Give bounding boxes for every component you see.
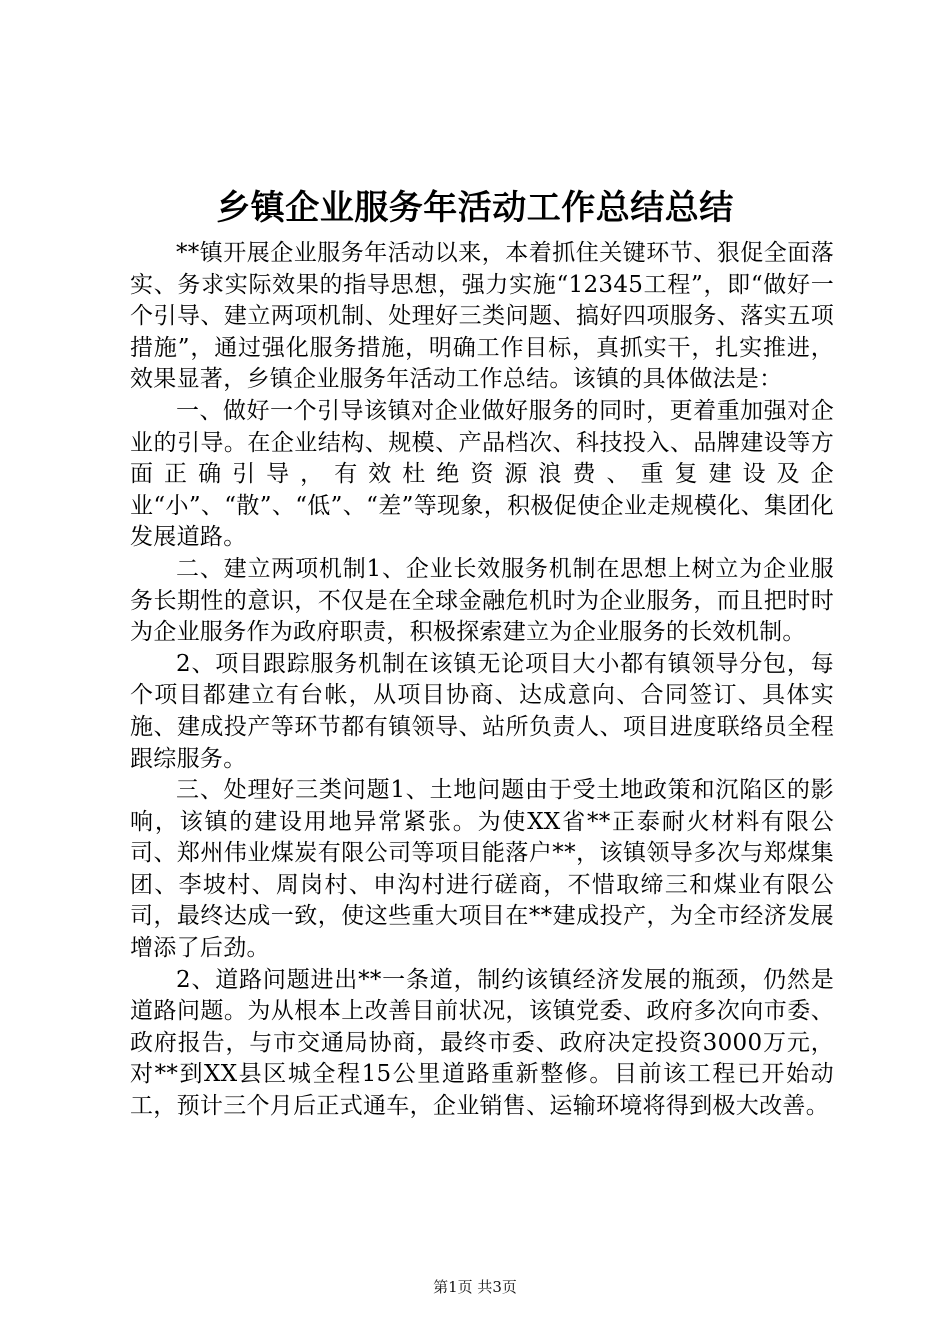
page-number-footer: 第1页 共3页 (433, 1278, 517, 1296)
document-title: 乡镇企业服务年活动工作总结总结 (216, 188, 734, 228)
paragraph-section-3-item-2: 2、道路问题进出**一条道，制约该镇经济发展的瓶颈，仍然是道路问题。为从根本上改善目前状况，该镇党委、政府多次向市委、政府报告，与市交通局协商，最终市委、政府决定投资3000万元，对**到XX县区城全程15公里道路重新整修。目前该工程已开始动工，预计三个月后正式通车，企业销售、运输环境将得到极大改善。 (130, 966, 834, 1120)
paragraph-section-1: 一、做好一个引导该镇对企业做好服务的同时，更着重加强对企业的引导。在企业结构、规模、产品档次、科技投入、品牌建设等方面正确引导，有效杜绝资源浪费、重复建设及企业“小”、“散”、“低”、“差”等现象，积极促使企业走规模化、集团化发展道路。 (130, 397, 834, 551)
paragraph-section-3: 三、处理好三类问题1、土地问题由于受土地政策和沉陷区的影响，该镇的建设用地异常紧张。为使XX省**正泰耐火材料有限公司、郑州伟业煤炭有限公司等项目能落户**，该镇领导多次与郑煤集团、李坡村、周岗村、申沟村进行磋商，不惜取缔三和煤业有限公司，最终达成一致，使这些重大项目在**建成投产，为全市经济发展增添了后劲。 (130, 777, 834, 962)
paragraph-intro: **镇开展企业服务年活动以来，本着抓住关键环节、狠促全面落实、务求实际效果的指导思想，强力实施“12345工程”，即“做好一个引导、建立两项机制、处理好三类问题、搞好四项服务、落实五项措施”，通过强化服务措施，明确工作目标，真抓实干，扎实推进，效果显著，乡镇企业服务年活动工作总结。该镇的具体做法是： (130, 240, 834, 393)
paragraph-section-2-item-2: 2、项目跟踪服务机制在该镇无论项目大小都有镇领导分包，每个项目都建立有台帐，从项目协商、达成意向、合同签订、具体实施、建成投产等环节都有镇领导、站所负责人、项目进度联络员全程跟综服务。 (130, 650, 834, 772)
paragraph-section-2: 二、建立两项机制1、企业长效服务机制在思想上树立为企业服务长期性的意识，不仅是在全球金融危机时为企业服务，而且把时时为企业服务作为政府职责，积极探索建立为企业服务的长效机制。 (130, 555, 834, 646)
document-body (130, 238, 834, 1123)
